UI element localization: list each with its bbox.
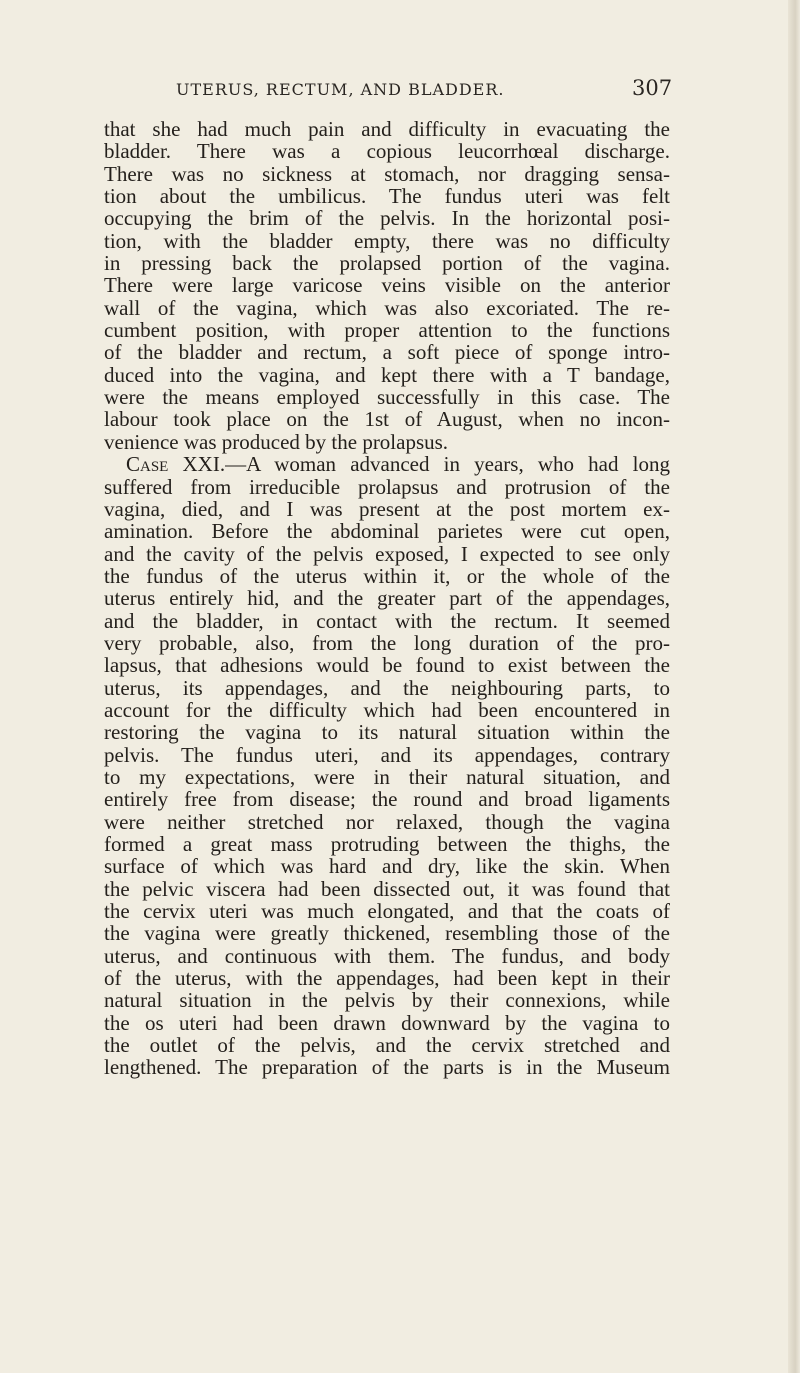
text-line: the pelvic viscera had been dissected out, it was found that <box>104 876 670 901</box>
text-line: the os uteri had been drawn downward by the vagina to <box>104 1010 670 1035</box>
text-line: uterus, its appendages, and the neighbouring parts, to <box>104 675 670 700</box>
case-label: Case XXI.— <box>126 452 247 477</box>
text-line: uterus, and continuous with them. The fundus, and body <box>104 943 670 968</box>
text-line: to my expectations, were in their natural situation, and <box>104 764 670 789</box>
text-line: the cervix uteri was much elongated, and that the coats of <box>104 899 670 924</box>
text-line: There was no sickness at stomach, nor dragging sensa- <box>104 161 670 186</box>
text-line: were neither stretched nor relaxed, though the vagina <box>104 809 670 834</box>
text-line: surface of which was hard and dry, like the skin. When <box>104 854 670 879</box>
text-line: venience was produced by the prolapsus. <box>104 429 449 454</box>
text-line: There were large varicose veins visible on the anterior <box>104 273 670 298</box>
text-line: the vagina were greatly thickened, resembling those of the <box>104 921 670 946</box>
page-number: 307 <box>632 76 673 100</box>
case-heading-line <box>104 453 670 475</box>
text-line: formed a great mass protruding between the thighs, the <box>104 832 670 856</box>
text-line: duced into the vagina, and kept there with a T bandage, <box>104 362 670 387</box>
text-line: cumbent position, with proper attention to the functions <box>104 318 670 343</box>
text-line: were the means employed successfully in this case. The <box>104 385 670 410</box>
text-line: in pressing back the prolapsed portion of the vagina. <box>104 251 670 276</box>
case-text: A woman advanced in years, who had long <box>246 452 670 477</box>
body-text <box>104 118 670 1079</box>
text-line: occupying the brim of the pelvis. In the horizontal posi- <box>104 206 670 231</box>
text-line: uterus entirely hid, and the greater part of the appendages, <box>104 586 670 611</box>
text-line: lapsus, that adhesions would be found to exist between the <box>104 653 670 678</box>
text-line: vagina, died, and I was present at the post mortem ex- <box>104 496 670 521</box>
text-line: entirely free from disease; the round and broad ligaments <box>104 787 670 812</box>
text-line: tion about the umbilicus. The fundus uteri was felt <box>104 184 670 209</box>
text-line: of the uterus, with the appendages, had been kept in their <box>104 966 670 991</box>
text-line: of the bladder and rectum, a soft piece of sponge intro- <box>104 340 670 365</box>
text-line: tion, with the bladder empty, there was no difficulty <box>104 228 670 253</box>
text-line: restoring the vagina to its natural situation within the <box>104 720 670 745</box>
text-line: bladder. There was a copious leucorrhœal discharge. <box>104 139 670 164</box>
text-line: pelvis. The fundus uteri, and its appendages, contrary <box>104 742 670 767</box>
text-line: that she had much pain and difficulty in evacuating the <box>104 117 670 141</box>
text-line: the fundus of the uterus within it, or the whole of the <box>104 563 670 588</box>
text-line: very probable, also, from the long duration of the pro- <box>104 630 670 655</box>
text-line: and the cavity of the pelvis exposed, I expected to see only <box>104 541 670 566</box>
page-edge <box>788 0 800 1373</box>
text-line: suffered from irreducible prolapsus and protrusion of the <box>104 474 670 499</box>
text-line: wall of the vagina, which was also excoriated. The re- <box>104 295 670 320</box>
text-line: account for the difficulty which had been encountered in <box>104 697 670 722</box>
text-line: labour took place on the 1st of August, when no incon- <box>104 407 670 432</box>
text-line: the outlet of the pelvis, and the cervix stretched and <box>104 1033 670 1058</box>
text-line: amination. Before the abdominal parietes were cut open, <box>104 519 670 544</box>
text-line: and the bladder, in contact with the rectum. It seemed <box>104 608 670 633</box>
text-line: lengthened. The preparation of the parts is in the Museum <box>104 1055 670 1080</box>
running-head: UTERUS, RECTUM, AND BLADDER. <box>176 80 505 99</box>
text-line: natural situation in the pelvis by their connexions, while <box>104 988 670 1013</box>
